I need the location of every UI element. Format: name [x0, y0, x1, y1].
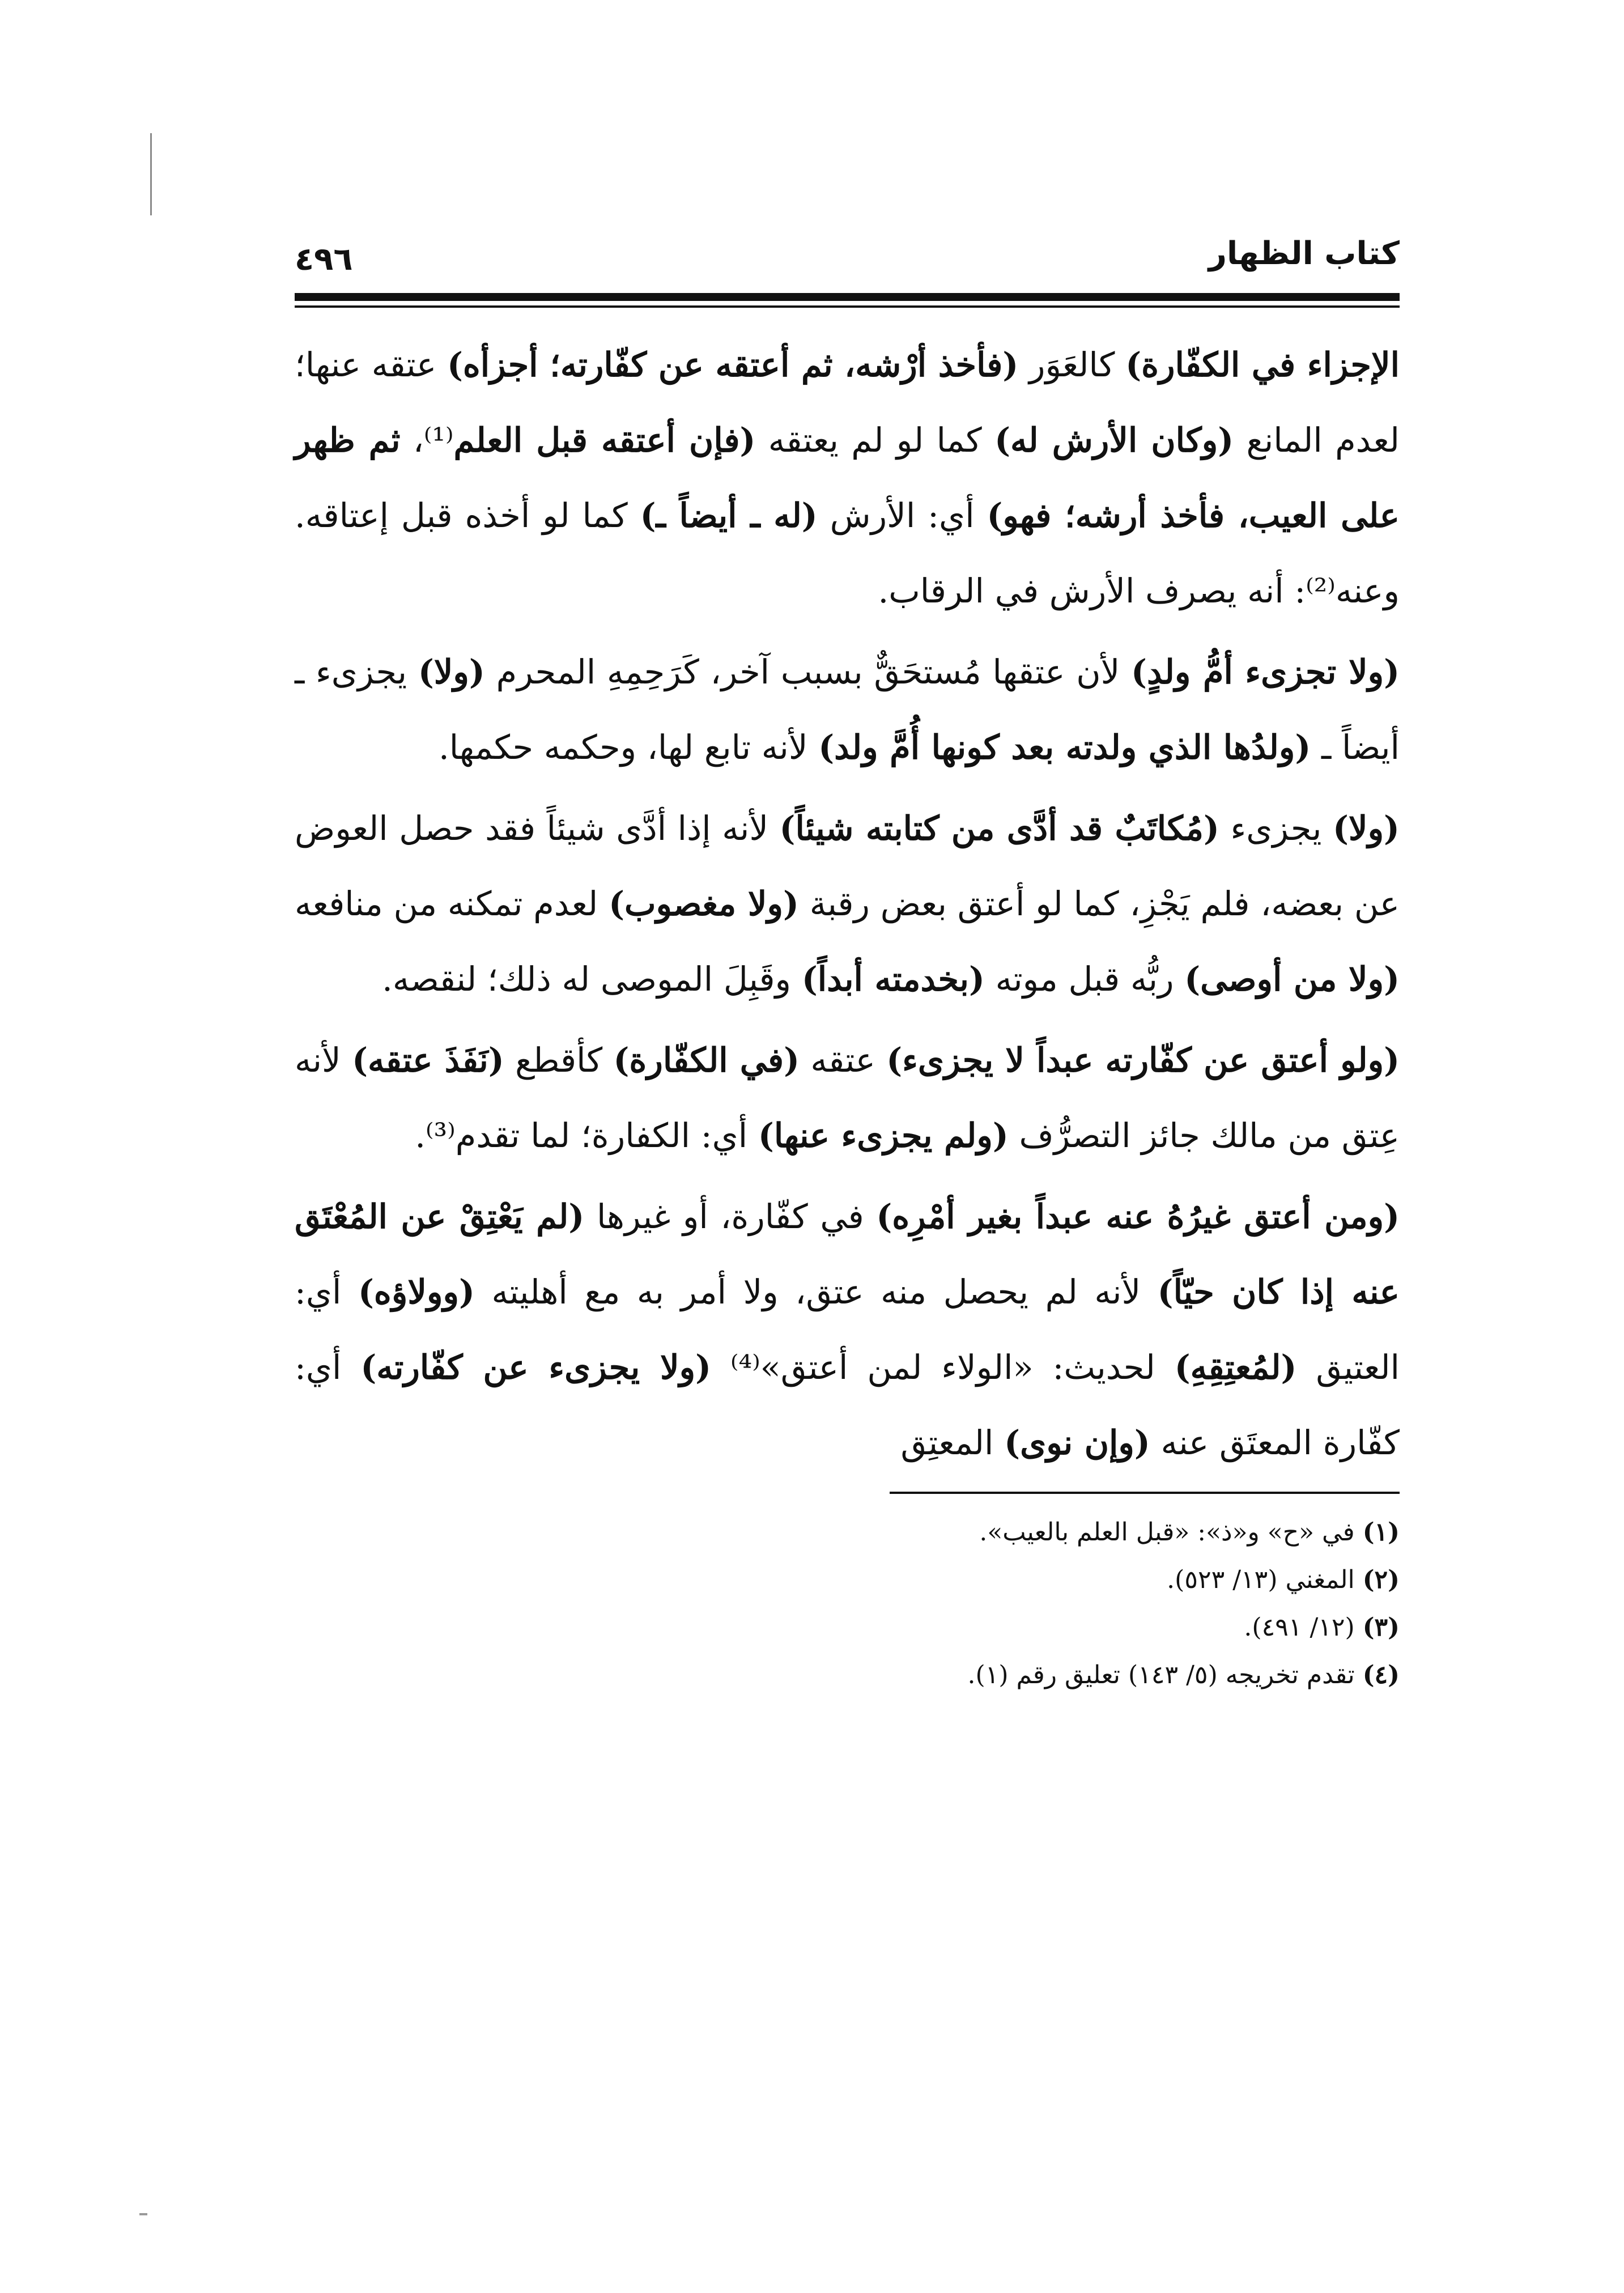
matn-text: (وكان الأرش له) [994, 421, 1234, 460]
footnote [295, 1509, 1400, 1556]
matn-text: (فإن أعتقه قبل العلم [453, 421, 756, 460]
sharh-text: كما لو أخذه قبل إعتاقه. وعنه⁽²⁾: أنه يصرف الأرش في الرقاب. [295, 496, 1400, 610]
book-page [295, 224, 1400, 1699]
sharh-text: أي: الكفارة؛ لما تقدم⁽³⁾. [415, 1116, 758, 1155]
page-number: ٤٩٦ [295, 241, 353, 278]
sharh-text: أي: الأرش [817, 496, 987, 535]
sharh-text: كما لو لم يعتقه [755, 421, 995, 460]
sharh-text: ⁽¹⁾، [400, 421, 454, 460]
footnote-text: المغني (١٣/ ٥٢٣). [1167, 1565, 1363, 1594]
footnote-separator [890, 1492, 1400, 1494]
sharh-text: المعتِق [900, 1423, 1005, 1462]
paragraph [295, 327, 1400, 629]
paragraph [295, 1179, 1400, 1480]
sharh-text: أي: كفّارة المعتَق عنه [295, 1348, 1400, 1462]
footnote [295, 1556, 1400, 1604]
footnote-text: تقدم تخريجه (٥/ ١٤٣) تعليق رقم (١). [967, 1661, 1363, 1689]
footnote [295, 1651, 1400, 1699]
sharh-text: لأنه إذا أدَّى شيئاً فقد حصل العوض عن بعضه، فلم يَجْزِ، كما لو أعتق بعض رقبة [295, 809, 1400, 923]
sharh-text: يجزىء ـ أيضاً ـ [295, 652, 1400, 767]
running-header [295, 224, 1400, 286]
matn-text: (له ـ أيضاً ـ) [640, 496, 818, 535]
chapter-title: كتاب الظهار [1208, 235, 1400, 272]
paragraph [295, 791, 1400, 1017]
footnote [295, 1604, 1400, 1651]
matn-text: (ولا) [418, 652, 485, 691]
sharh-text: في كفّارة، أو غيرها [584, 1197, 877, 1236]
footnote-number: (٢) [1362, 1565, 1400, 1594]
matn-text: (بخدمته أبداً) [801, 959, 985, 999]
sharh-text: لأن عتقها مُستحَقٌّ بسبب آخر، كَرَحِمِهِ المحرم [484, 652, 1132, 691]
matn-text: (ولا تجزىء أمُّ ولدٍ) [1131, 652, 1400, 691]
matn-text: (ولا مغصوب) [609, 884, 799, 923]
sharh-text: لعدم تمكنه من منافعه [295, 884, 609, 923]
matn-text: (ولا من أوصى) [1184, 959, 1400, 999]
matn-text: (ولو أعتق عن كفّارته عبداً لا يجزىء) [886, 1041, 1400, 1080]
sharh-text: عتقه عنها؛ لعدم المانع [295, 345, 1400, 460]
matn-text: (ومن أعتق غيرُهُ عنه عبداً بغير أمْرِه) [876, 1197, 1400, 1236]
sharh-text: كالعَوَر [1018, 345, 1126, 384]
sharh-text: وقَبِلَ الموصى له ذلك؛ لنقصه. [382, 959, 802, 999]
matn-text: (وإن نوى) [1004, 1423, 1150, 1462]
matn-text: (ولا) [1333, 809, 1400, 848]
matn-text: (لمُعتِقِهِ) [1174, 1348, 1297, 1387]
matn-text: (ولم يجزىء عنها) [758, 1116, 1009, 1155]
matn-text: (لم يَعْتِقْ عن المُعْتَق عنه إذا كان حيّاً) [295, 1197, 1400, 1311]
sharh-text: يجزىء [1219, 809, 1333, 848]
sharh-text: لأنه عِتق من مالك جائز التصرُّف [295, 1041, 1400, 1155]
footnote-number: (١) [1362, 1518, 1400, 1547]
matn-text: (مُكاتَبٌ قد أدَّى من كتابته شيئاً) [779, 809, 1219, 848]
matn-text: (نَفَذَ عتقه) [352, 1041, 504, 1080]
footnote-number: (٤) [1362, 1661, 1400, 1689]
matn-text: الإجزاء في الكفّارة) [1125, 345, 1400, 384]
matn-text: (ولدُها الذي ولدته بعد كونها أُمَّ ولد) [818, 728, 1311, 767]
header-rule-thick [295, 293, 1400, 301]
footnotes [295, 1509, 1400, 1699]
matn-text: (ولا يجزىء عن كفّارته) [360, 1348, 712, 1387]
body-text [295, 327, 1400, 1480]
paragraph [295, 1022, 1400, 1173]
footnote-text: في «ح» و«ذ»: «قبل العلم بالعيب». [979, 1518, 1363, 1547]
matn-text: (فأخذ أرْشه، ثم أعتقه عن كفّارته؛ أجزأه) [447, 345, 1019, 384]
matn-text: ثم ظهر على العيب، فأخذ أرشه؛ فهو) [295, 421, 1400, 535]
footnote-text: (١٢/ ٤٩١). [1244, 1613, 1363, 1642]
header-rule-thin [295, 305, 1400, 308]
sharh-text: لأنه تابع لها، وحكمه حكمها. [439, 728, 819, 767]
sharh-text: لأنه لم يحصل منه عتق، ولا أمر به مع أهليته [474, 1272, 1158, 1311]
sharh-text: لحديث: «الولاء لمن أعتق»⁽⁴⁾ [711, 1348, 1175, 1387]
scan-speck [139, 2213, 147, 2215]
scan-edge-mark [150, 133, 152, 215]
paragraph [295, 634, 1400, 785]
footnote-number: (٣) [1362, 1613, 1400, 1642]
matn-text: (وولاؤه) [358, 1272, 475, 1311]
sharh-text: ربُّه قبل موته [984, 959, 1185, 999]
sharh-text: كأقطع [504, 1041, 614, 1080]
sharh-text: أي: العتيق [295, 1272, 1400, 1387]
matn-text: (في الكفّارة) [613, 1041, 800, 1080]
sharh-text: عتقه [800, 1041, 887, 1080]
